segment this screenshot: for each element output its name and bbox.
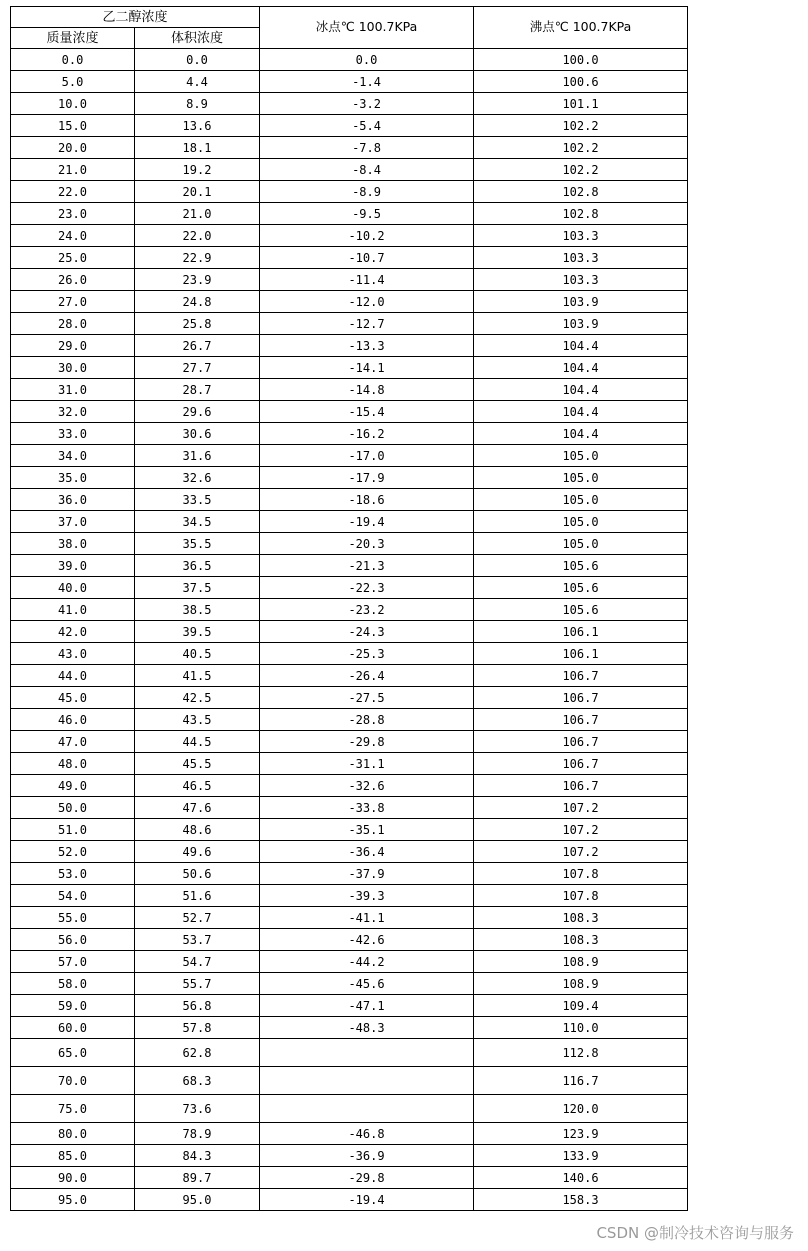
- table-row: [11, 445, 688, 467]
- table-row: [11, 181, 688, 203]
- cell-freezing-point: -17.0: [260, 445, 474, 467]
- cell-mass-concentration: 26.0: [11, 269, 135, 291]
- cell-mass-concentration: 21.0: [11, 159, 135, 181]
- cell-volume-concentration: 36.5: [135, 555, 260, 577]
- cell-mass-concentration: 5.0: [11, 71, 135, 93]
- cell-volume-concentration: 0.0: [135, 49, 260, 71]
- cell-mass-concentration: 33.0: [11, 423, 135, 445]
- table-row: [11, 115, 688, 137]
- table-row: [11, 577, 688, 599]
- cell-boiling-point: 104.4: [474, 401, 688, 423]
- cell-volume-concentration: 52.7: [135, 907, 260, 929]
- cell-mass-concentration: 53.0: [11, 863, 135, 885]
- cell-mass-concentration: 56.0: [11, 929, 135, 951]
- cell-volume-concentration: 21.0: [135, 203, 260, 225]
- cell-freezing-point: -3.2: [260, 93, 474, 115]
- cell-mass-concentration: 24.0: [11, 225, 135, 247]
- cell-mass-concentration: 49.0: [11, 775, 135, 797]
- cell-mass-concentration: 50.0: [11, 797, 135, 819]
- cell-volume-concentration: 50.6: [135, 863, 260, 885]
- cell-freezing-point: -47.1: [260, 995, 474, 1017]
- cell-volume-concentration: 33.5: [135, 489, 260, 511]
- cell-boiling-point: 105.6: [474, 599, 688, 621]
- cell-volume-concentration: 89.7: [135, 1167, 260, 1189]
- table-row: [11, 841, 688, 863]
- cell-freezing-point: -29.8: [260, 1167, 474, 1189]
- cell-mass-concentration: 34.0: [11, 445, 135, 467]
- cell-volume-concentration: 26.7: [135, 335, 260, 357]
- cell-volume-concentration: 44.5: [135, 731, 260, 753]
- cell-mass-concentration: 57.0: [11, 951, 135, 973]
- cell-boiling-point: 104.4: [474, 335, 688, 357]
- table-row: [11, 929, 688, 951]
- cell-freezing-point: 0.0: [260, 49, 474, 71]
- table-row: [11, 225, 688, 247]
- table-row: [11, 291, 688, 313]
- table-body: [11, 49, 688, 1211]
- cell-freezing-point: -32.6: [260, 775, 474, 797]
- table-row: [11, 467, 688, 489]
- table-row: [11, 137, 688, 159]
- cell-freezing-point: -24.3: [260, 621, 474, 643]
- cell-volume-concentration: 28.7: [135, 379, 260, 401]
- table-row: [11, 335, 688, 357]
- cell-freezing-point: -15.4: [260, 401, 474, 423]
- table-row: [11, 533, 688, 555]
- header-volume-concentration: 体积浓度: [135, 28, 260, 49]
- cell-volume-concentration: 40.5: [135, 643, 260, 665]
- cell-freezing-point: -29.8: [260, 731, 474, 753]
- cell-boiling-point: 108.3: [474, 907, 688, 929]
- cell-freezing-point: -23.2: [260, 599, 474, 621]
- cell-freezing-point: -22.3: [260, 577, 474, 599]
- cell-volume-concentration: 34.5: [135, 511, 260, 533]
- cell-freezing-point: -35.1: [260, 819, 474, 841]
- cell-boiling-point: 100.6: [474, 71, 688, 93]
- cell-volume-concentration: 56.8: [135, 995, 260, 1017]
- table-row: [11, 555, 688, 577]
- cell-boiling-point: 106.1: [474, 621, 688, 643]
- cell-mass-concentration: 44.0: [11, 665, 135, 687]
- cell-mass-concentration: 35.0: [11, 467, 135, 489]
- cell-volume-concentration: 4.4: [135, 71, 260, 93]
- cell-freezing-point: -42.6: [260, 929, 474, 951]
- cell-boiling-point: 104.4: [474, 379, 688, 401]
- cell-mass-concentration: 65.0: [11, 1039, 135, 1067]
- cell-mass-concentration: 30.0: [11, 357, 135, 379]
- cell-volume-concentration: 27.7: [135, 357, 260, 379]
- cell-volume-concentration: 22.0: [135, 225, 260, 247]
- cell-boiling-point: 101.1: [474, 93, 688, 115]
- cell-volume-concentration: 45.5: [135, 753, 260, 775]
- header-boiling-point: 沸点℃ 100.7KPa: [474, 7, 688, 49]
- cell-freezing-point: -18.6: [260, 489, 474, 511]
- table-row: [11, 621, 688, 643]
- cell-freezing-point: -33.8: [260, 797, 474, 819]
- cell-volume-concentration: 20.1: [135, 181, 260, 203]
- cell-boiling-point: 110.0: [474, 1017, 688, 1039]
- cell-freezing-point: [260, 1039, 474, 1067]
- cell-boiling-point: 108.3: [474, 929, 688, 951]
- cell-freezing-point: -39.3: [260, 885, 474, 907]
- cell-freezing-point: -14.1: [260, 357, 474, 379]
- cell-mass-concentration: 0.0: [11, 49, 135, 71]
- table-row: [11, 1039, 688, 1067]
- cell-volume-concentration: 13.6: [135, 115, 260, 137]
- cell-mass-concentration: 59.0: [11, 995, 135, 1017]
- cell-volume-concentration: 84.3: [135, 1145, 260, 1167]
- table-row: [11, 159, 688, 181]
- cell-boiling-point: 109.4: [474, 995, 688, 1017]
- cell-volume-concentration: 73.6: [135, 1095, 260, 1123]
- cell-boiling-point: 107.2: [474, 819, 688, 841]
- header-row-1: [11, 7, 688, 28]
- cell-boiling-point: 108.9: [474, 973, 688, 995]
- cell-boiling-point: 107.2: [474, 797, 688, 819]
- table-row: [11, 731, 688, 753]
- cell-freezing-point: -44.2: [260, 951, 474, 973]
- table-row: [11, 379, 688, 401]
- cell-freezing-point: -1.4: [260, 71, 474, 93]
- cell-freezing-point: -5.4: [260, 115, 474, 137]
- cell-freezing-point: -26.4: [260, 665, 474, 687]
- cell-mass-concentration: 39.0: [11, 555, 135, 577]
- cell-volume-concentration: 23.9: [135, 269, 260, 291]
- cell-freezing-point: -12.0: [260, 291, 474, 313]
- header-freezing-point: 冰点℃ 100.7KPa: [260, 7, 474, 49]
- table-row: [11, 665, 688, 687]
- cell-freezing-point: -46.8: [260, 1123, 474, 1145]
- cell-mass-concentration: 29.0: [11, 335, 135, 357]
- cell-volume-concentration: 49.6: [135, 841, 260, 863]
- cell-freezing-point: -19.4: [260, 1189, 474, 1211]
- cell-freezing-point: -10.7: [260, 247, 474, 269]
- table-row: [11, 753, 688, 775]
- cell-boiling-point: 100.0: [474, 49, 688, 71]
- cell-boiling-point: 106.7: [474, 665, 688, 687]
- cell-boiling-point: 120.0: [474, 1095, 688, 1123]
- cell-volume-concentration: 22.9: [135, 247, 260, 269]
- table-row: [11, 863, 688, 885]
- cell-mass-concentration: 75.0: [11, 1095, 135, 1123]
- cell-volume-concentration: 31.6: [135, 445, 260, 467]
- cell-volume-concentration: 30.6: [135, 423, 260, 445]
- cell-boiling-point: 102.2: [474, 159, 688, 181]
- cell-boiling-point: 106.7: [474, 687, 688, 709]
- cell-boiling-point: 105.0: [474, 533, 688, 555]
- cell-mass-concentration: 55.0: [11, 907, 135, 929]
- cell-mass-concentration: 51.0: [11, 819, 135, 841]
- table-row: [11, 819, 688, 841]
- table-row: [11, 1123, 688, 1145]
- table-row: [11, 775, 688, 797]
- cell-mass-concentration: 27.0: [11, 291, 135, 313]
- cell-boiling-point: 106.7: [474, 775, 688, 797]
- cell-freezing-point: [260, 1067, 474, 1095]
- cell-mass-concentration: 60.0: [11, 1017, 135, 1039]
- cell-boiling-point: 105.0: [474, 467, 688, 489]
- cell-freezing-point: -16.2: [260, 423, 474, 445]
- cell-freezing-point: -27.5: [260, 687, 474, 709]
- cell-mass-concentration: 15.0: [11, 115, 135, 137]
- cell-boiling-point: 105.0: [474, 511, 688, 533]
- cell-freezing-point: -12.7: [260, 313, 474, 335]
- cell-mass-concentration: 58.0: [11, 973, 135, 995]
- cell-freezing-point: -31.1: [260, 753, 474, 775]
- cell-mass-concentration: 90.0: [11, 1167, 135, 1189]
- cell-boiling-point: 123.9: [474, 1123, 688, 1145]
- group-header-concentration: 乙二醇浓度: [11, 7, 260, 28]
- cell-freezing-point: -8.4: [260, 159, 474, 181]
- cell-volume-concentration: 39.5: [135, 621, 260, 643]
- cell-boiling-point: 103.3: [474, 225, 688, 247]
- cell-boiling-point: 104.4: [474, 357, 688, 379]
- cell-boiling-point: 116.7: [474, 1067, 688, 1095]
- ethylene-glycol-table: [10, 6, 688, 1211]
- table-row: [11, 357, 688, 379]
- cell-freezing-point: -36.9: [260, 1145, 474, 1167]
- cell-mass-concentration: 10.0: [11, 93, 135, 115]
- cell-mass-concentration: 20.0: [11, 137, 135, 159]
- cell-boiling-point: 105.0: [474, 445, 688, 467]
- cell-volume-concentration: 43.5: [135, 709, 260, 731]
- table-row: [11, 951, 688, 973]
- cell-freezing-point: -48.3: [260, 1017, 474, 1039]
- cell-mass-concentration: 46.0: [11, 709, 135, 731]
- cell-volume-concentration: 8.9: [135, 93, 260, 115]
- table-row: [11, 247, 688, 269]
- table-row: [11, 1017, 688, 1039]
- cell-boiling-point: 107.8: [474, 885, 688, 907]
- cell-mass-concentration: 40.0: [11, 577, 135, 599]
- cell-freezing-point: -21.3: [260, 555, 474, 577]
- cell-freezing-point: -25.3: [260, 643, 474, 665]
- cell-boiling-point: 106.1: [474, 643, 688, 665]
- table-row: [11, 401, 688, 423]
- cell-volume-concentration: 68.3: [135, 1067, 260, 1095]
- table-row: [11, 885, 688, 907]
- cell-mass-concentration: 42.0: [11, 621, 135, 643]
- table-row: [11, 313, 688, 335]
- cell-freezing-point: -10.2: [260, 225, 474, 247]
- cell-mass-concentration: 41.0: [11, 599, 135, 621]
- cell-mass-concentration: 43.0: [11, 643, 135, 665]
- cell-mass-concentration: 32.0: [11, 401, 135, 423]
- cell-freezing-point: -19.4: [260, 511, 474, 533]
- cell-volume-concentration: 32.6: [135, 467, 260, 489]
- cell-boiling-point: 104.4: [474, 423, 688, 445]
- cell-boiling-point: 103.9: [474, 291, 688, 313]
- cell-boiling-point: 102.2: [474, 115, 688, 137]
- cell-volume-concentration: 24.8: [135, 291, 260, 313]
- table-row: [11, 49, 688, 71]
- watermark: CSDN @制冷技术咨询与服务: [596, 1224, 794, 1242]
- cell-freezing-point: -9.5: [260, 203, 474, 225]
- cell-mass-concentration: 95.0: [11, 1189, 135, 1211]
- cell-boiling-point: 102.8: [474, 203, 688, 225]
- table-row: [11, 269, 688, 291]
- cell-boiling-point: 102.2: [474, 137, 688, 159]
- table-row: [11, 973, 688, 995]
- cell-volume-concentration: 62.8: [135, 1039, 260, 1067]
- cell-mass-concentration: 45.0: [11, 687, 135, 709]
- cell-freezing-point: -45.6: [260, 973, 474, 995]
- table-row: [11, 995, 688, 1017]
- cell-volume-concentration: 48.6: [135, 819, 260, 841]
- cell-volume-concentration: 78.9: [135, 1123, 260, 1145]
- table-row: [11, 1167, 688, 1189]
- cell-volume-concentration: 42.5: [135, 687, 260, 709]
- cell-volume-concentration: 19.2: [135, 159, 260, 181]
- cell-freezing-point: -13.3: [260, 335, 474, 357]
- cell-boiling-point: 105.6: [474, 555, 688, 577]
- cell-freezing-point: -14.8: [260, 379, 474, 401]
- cell-volume-concentration: 47.6: [135, 797, 260, 819]
- cell-boiling-point: 133.9: [474, 1145, 688, 1167]
- table-row: [11, 797, 688, 819]
- cell-mass-concentration: 31.0: [11, 379, 135, 401]
- cell-mass-concentration: 54.0: [11, 885, 135, 907]
- table-row: [11, 687, 688, 709]
- cell-volume-concentration: 57.8: [135, 1017, 260, 1039]
- cell-boiling-point: 140.6: [474, 1167, 688, 1189]
- cell-volume-concentration: 55.7: [135, 973, 260, 995]
- cell-boiling-point: 108.9: [474, 951, 688, 973]
- cell-volume-concentration: 51.6: [135, 885, 260, 907]
- cell-mass-concentration: 48.0: [11, 753, 135, 775]
- table-row: [11, 1145, 688, 1167]
- cell-boiling-point: 106.7: [474, 709, 688, 731]
- cell-mass-concentration: 38.0: [11, 533, 135, 555]
- table-row: [11, 1189, 688, 1211]
- table-row: [11, 423, 688, 445]
- cell-boiling-point: 105.6: [474, 577, 688, 599]
- cell-freezing-point: -36.4: [260, 841, 474, 863]
- cell-volume-concentration: 37.5: [135, 577, 260, 599]
- table-row: [11, 709, 688, 731]
- cell-boiling-point: 102.8: [474, 181, 688, 203]
- cell-boiling-point: 103.9: [474, 313, 688, 335]
- cell-volume-concentration: 18.1: [135, 137, 260, 159]
- cell-mass-concentration: 70.0: [11, 1067, 135, 1095]
- table-row: [11, 489, 688, 511]
- cell-volume-concentration: 41.5: [135, 665, 260, 687]
- table-row: [11, 1067, 688, 1095]
- cell-mass-concentration: 52.0: [11, 841, 135, 863]
- cell-mass-concentration: 37.0: [11, 511, 135, 533]
- cell-boiling-point: 103.3: [474, 269, 688, 291]
- cell-boiling-point: 105.0: [474, 489, 688, 511]
- table-row: [11, 1095, 688, 1123]
- cell-freezing-point: -28.8: [260, 709, 474, 731]
- cell-boiling-point: 107.8: [474, 863, 688, 885]
- cell-freezing-point: [260, 1095, 474, 1123]
- cell-mass-concentration: 80.0: [11, 1123, 135, 1145]
- cell-freezing-point: -37.9: [260, 863, 474, 885]
- cell-mass-concentration: 23.0: [11, 203, 135, 225]
- cell-volume-concentration: 54.7: [135, 951, 260, 973]
- cell-volume-concentration: 29.6: [135, 401, 260, 423]
- cell-freezing-point: -41.1: [260, 907, 474, 929]
- cell-freezing-point: -8.9: [260, 181, 474, 203]
- cell-mass-concentration: 22.0: [11, 181, 135, 203]
- cell-volume-concentration: 46.5: [135, 775, 260, 797]
- cell-boiling-point: 106.7: [474, 731, 688, 753]
- cell-freezing-point: -17.9: [260, 467, 474, 489]
- table-row: [11, 643, 688, 665]
- table-row: [11, 511, 688, 533]
- cell-boiling-point: 107.2: [474, 841, 688, 863]
- cell-boiling-point: 112.8: [474, 1039, 688, 1067]
- cell-volume-concentration: 95.0: [135, 1189, 260, 1211]
- cell-boiling-point: 158.3: [474, 1189, 688, 1211]
- cell-volume-concentration: 35.5: [135, 533, 260, 555]
- cell-volume-concentration: 25.8: [135, 313, 260, 335]
- cell-mass-concentration: 47.0: [11, 731, 135, 753]
- table-row: [11, 599, 688, 621]
- cell-mass-concentration: 25.0: [11, 247, 135, 269]
- cell-boiling-point: 103.3: [474, 247, 688, 269]
- header-mass-concentration: 质量浓度: [11, 28, 135, 49]
- table-row: [11, 203, 688, 225]
- cell-volume-concentration: 38.5: [135, 599, 260, 621]
- table-row: [11, 93, 688, 115]
- cell-boiling-point: 106.7: [474, 753, 688, 775]
- cell-freezing-point: -7.8: [260, 137, 474, 159]
- table-row: [11, 71, 688, 93]
- cell-mass-concentration: 85.0: [11, 1145, 135, 1167]
- cell-mass-concentration: 28.0: [11, 313, 135, 335]
- table-row: [11, 907, 688, 929]
- cell-volume-concentration: 53.7: [135, 929, 260, 951]
- cell-freezing-point: -20.3: [260, 533, 474, 555]
- cell-freezing-point: -11.4: [260, 269, 474, 291]
- cell-mass-concentration: 36.0: [11, 489, 135, 511]
